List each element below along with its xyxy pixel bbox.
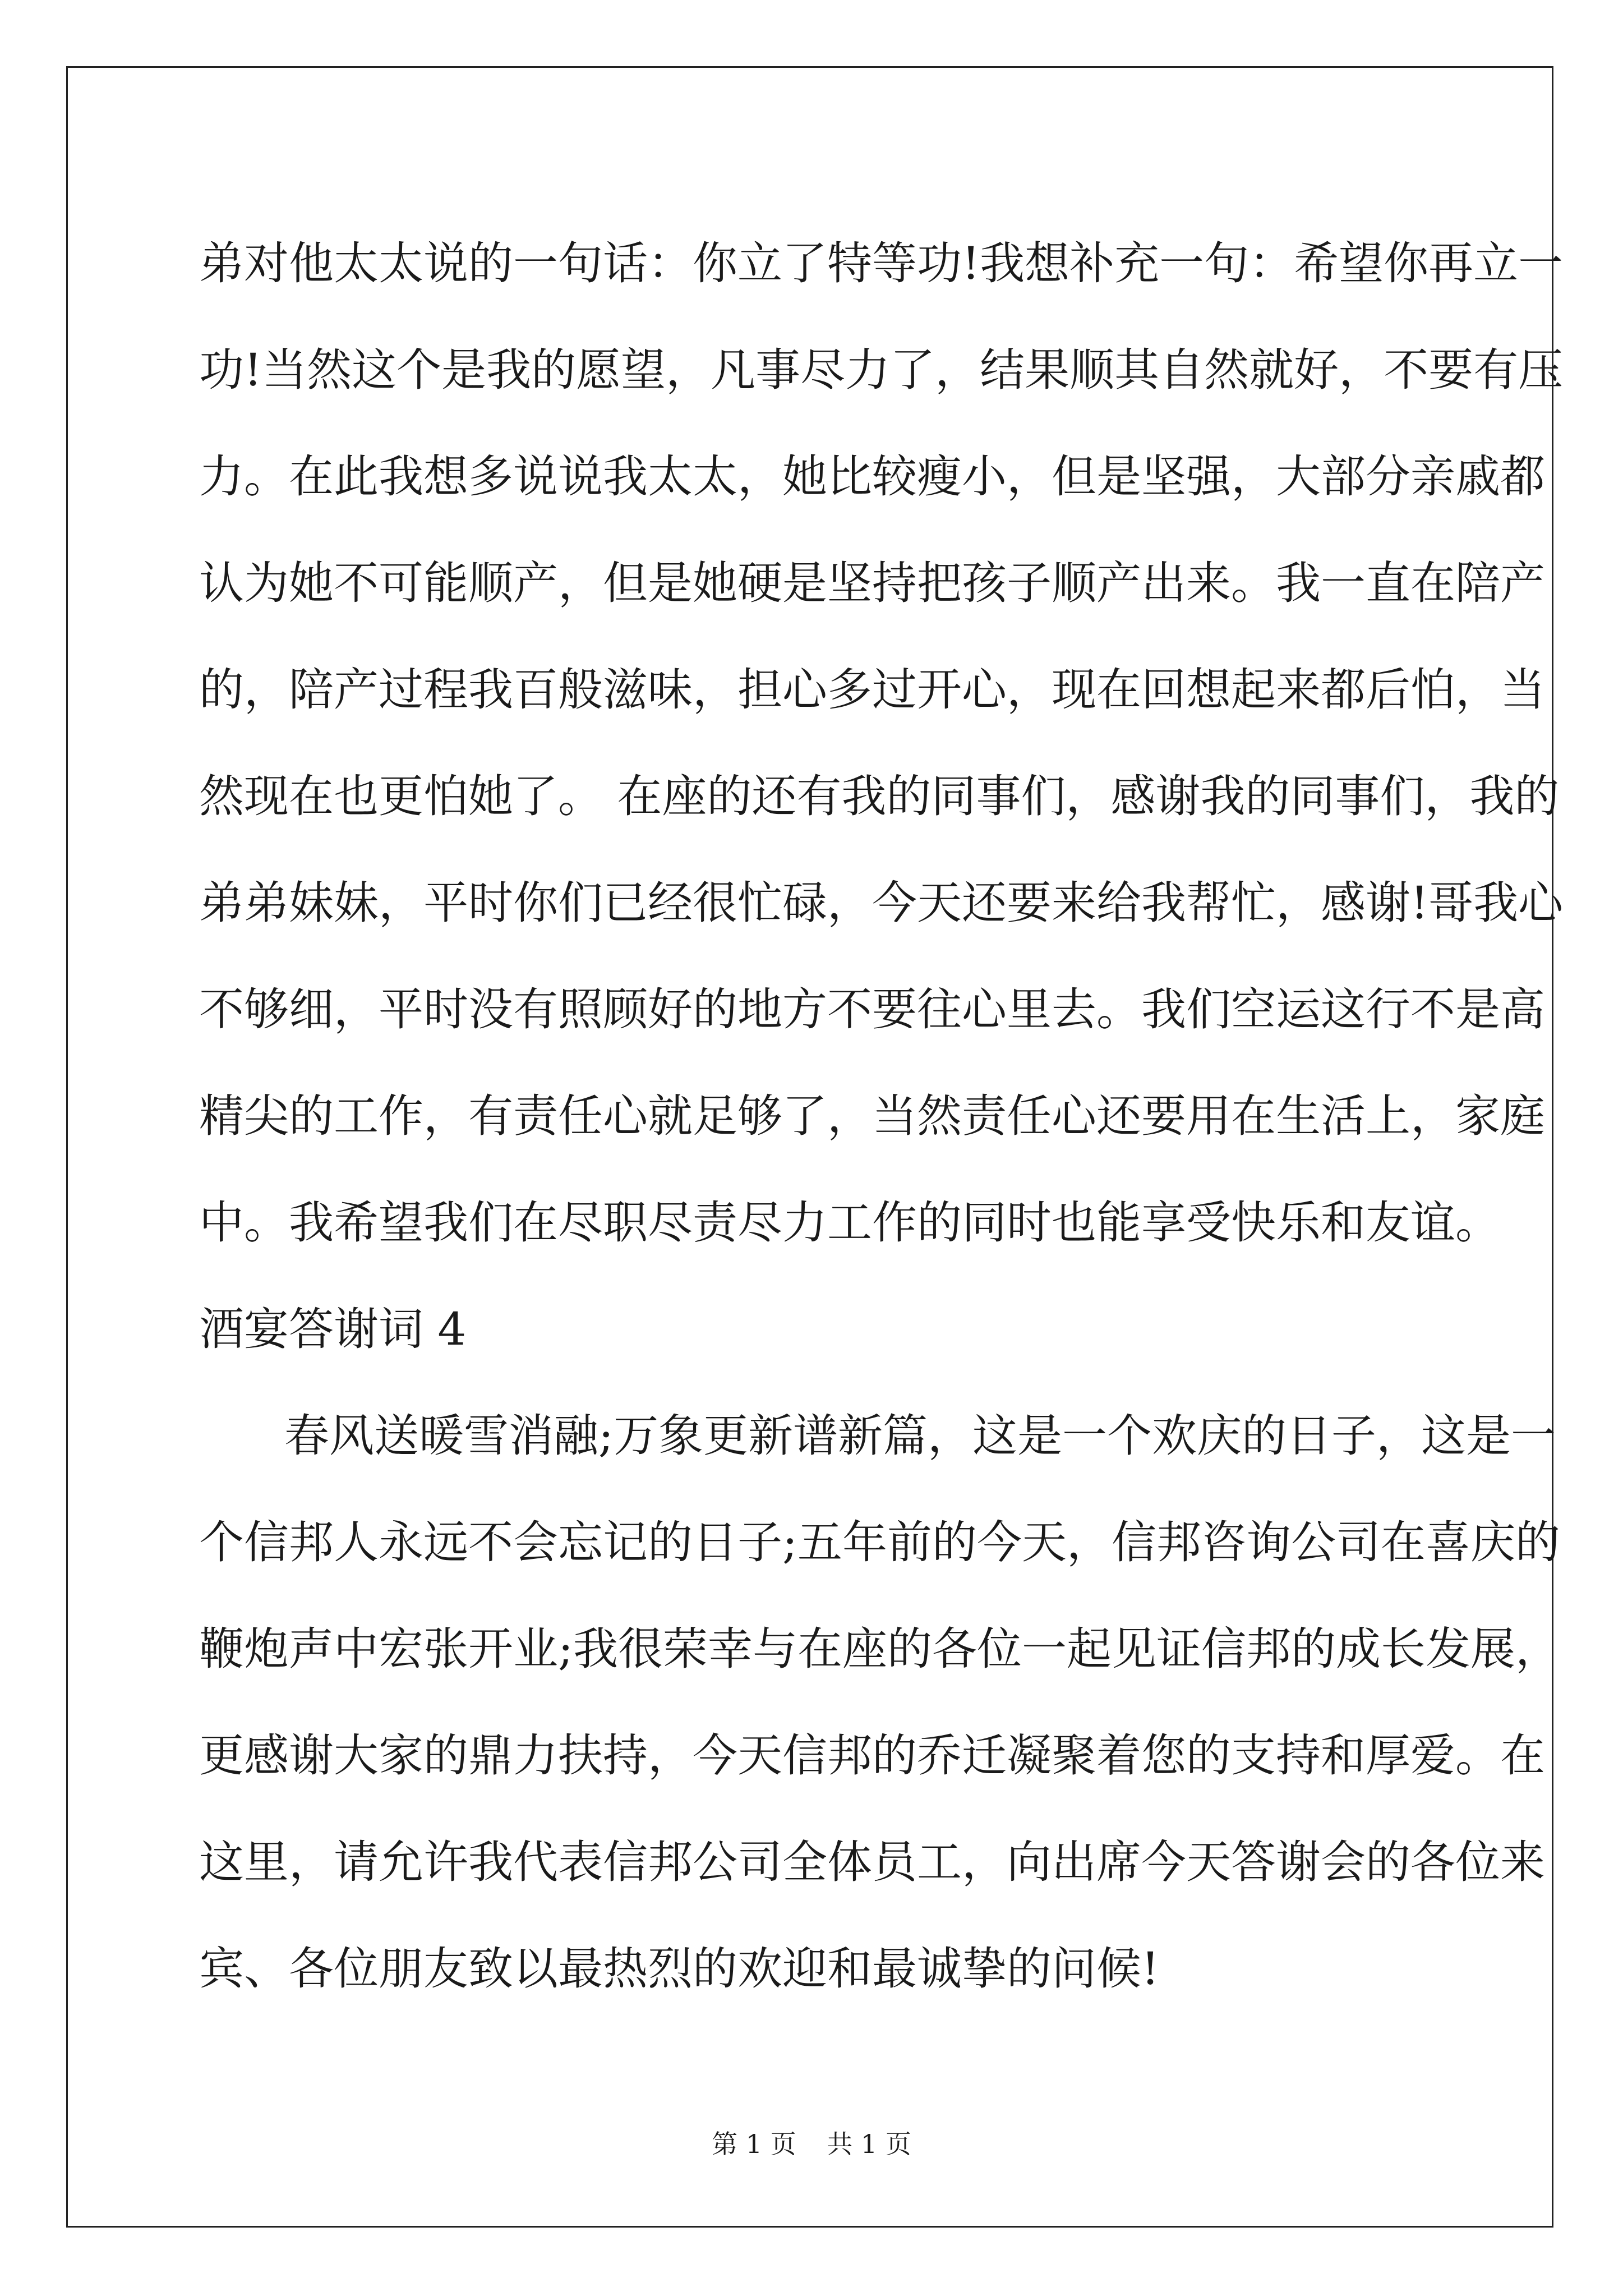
- text-line: 弟对他太太说的一句话：你立了特等功!我想补充一句：希望你再立一: [199, 237, 1564, 289]
- text-line: 个信邦人永远不会忘记的日子;五年前的今天，信邦咨询公司在喜庆的: [199, 1516, 1560, 1568]
- text-line: 力。在此我想多说说我太太，她比较瘦小，但是坚强，大部分亲戚都: [199, 450, 1545, 503]
- text-line: 的，陪产过程我百般滋味，担心多过开心，现在回想起来都后怕，当: [199, 664, 1545, 716]
- document-body: [199, 210, 1564, 2022]
- text-line: 不够细，平时没有照顾好的地方不要往心里去。我们空运这行不是高: [199, 983, 1545, 1036]
- text-line: 精尖的工作，有责任心就足够了，当然责任心还要用在生活上，家庭: [199, 1090, 1545, 1142]
- page-footer: [0, 2127, 1623, 2161]
- text-line: 认为她不可能顺产，但是她硬是坚持把孩子顺产出来。我一直在陪产: [199, 557, 1545, 609]
- page-number: 第 1 页: [712, 2129, 796, 2159]
- text-line: 宾、各位朋友致以最热烈的欢迎和最诚挚的问候!: [199, 1943, 1160, 1995]
- text-line: 弟弟妹妹，平时你们已经很忙碌，今天还要来给我帮忙，感谢!哥我心: [199, 877, 1564, 929]
- text-line: 中。我希望我们在尽职尽责尽力工作的同时也能享受快乐和友谊。: [199, 1197, 1500, 1249]
- text-line: 功!当然这个是我的愿望，凡事尽力了，结果顺其自然就好，不要有压: [199, 344, 1564, 396]
- section-heading: 酒宴答谢词 4: [199, 1303, 467, 1355]
- text-line: 鞭炮声中宏张开业;我很荣幸与在座的各位一起见证信邦的成长发展，: [199, 1623, 1560, 1675]
- text-line: 这里，请允许我代表信邦公司全体员工，向出席今天答谢会的各位来: [199, 1836, 1545, 1888]
- text-line: 春风送暖雪消融;万象更新谱新篇，这是一个欢庆的日子，这是一: [284, 1410, 1556, 1462]
- text-line: 然现在也更怕她了。 在座的还有我的同事们，感谢我的同事们，我的: [199, 770, 1560, 822]
- text-line: 更感谢大家的鼎力扶持，今天信邦的乔迁凝聚着您的支持和厚爱。在: [199, 1729, 1545, 1782]
- page-total: 共 1 页: [827, 2129, 911, 2159]
